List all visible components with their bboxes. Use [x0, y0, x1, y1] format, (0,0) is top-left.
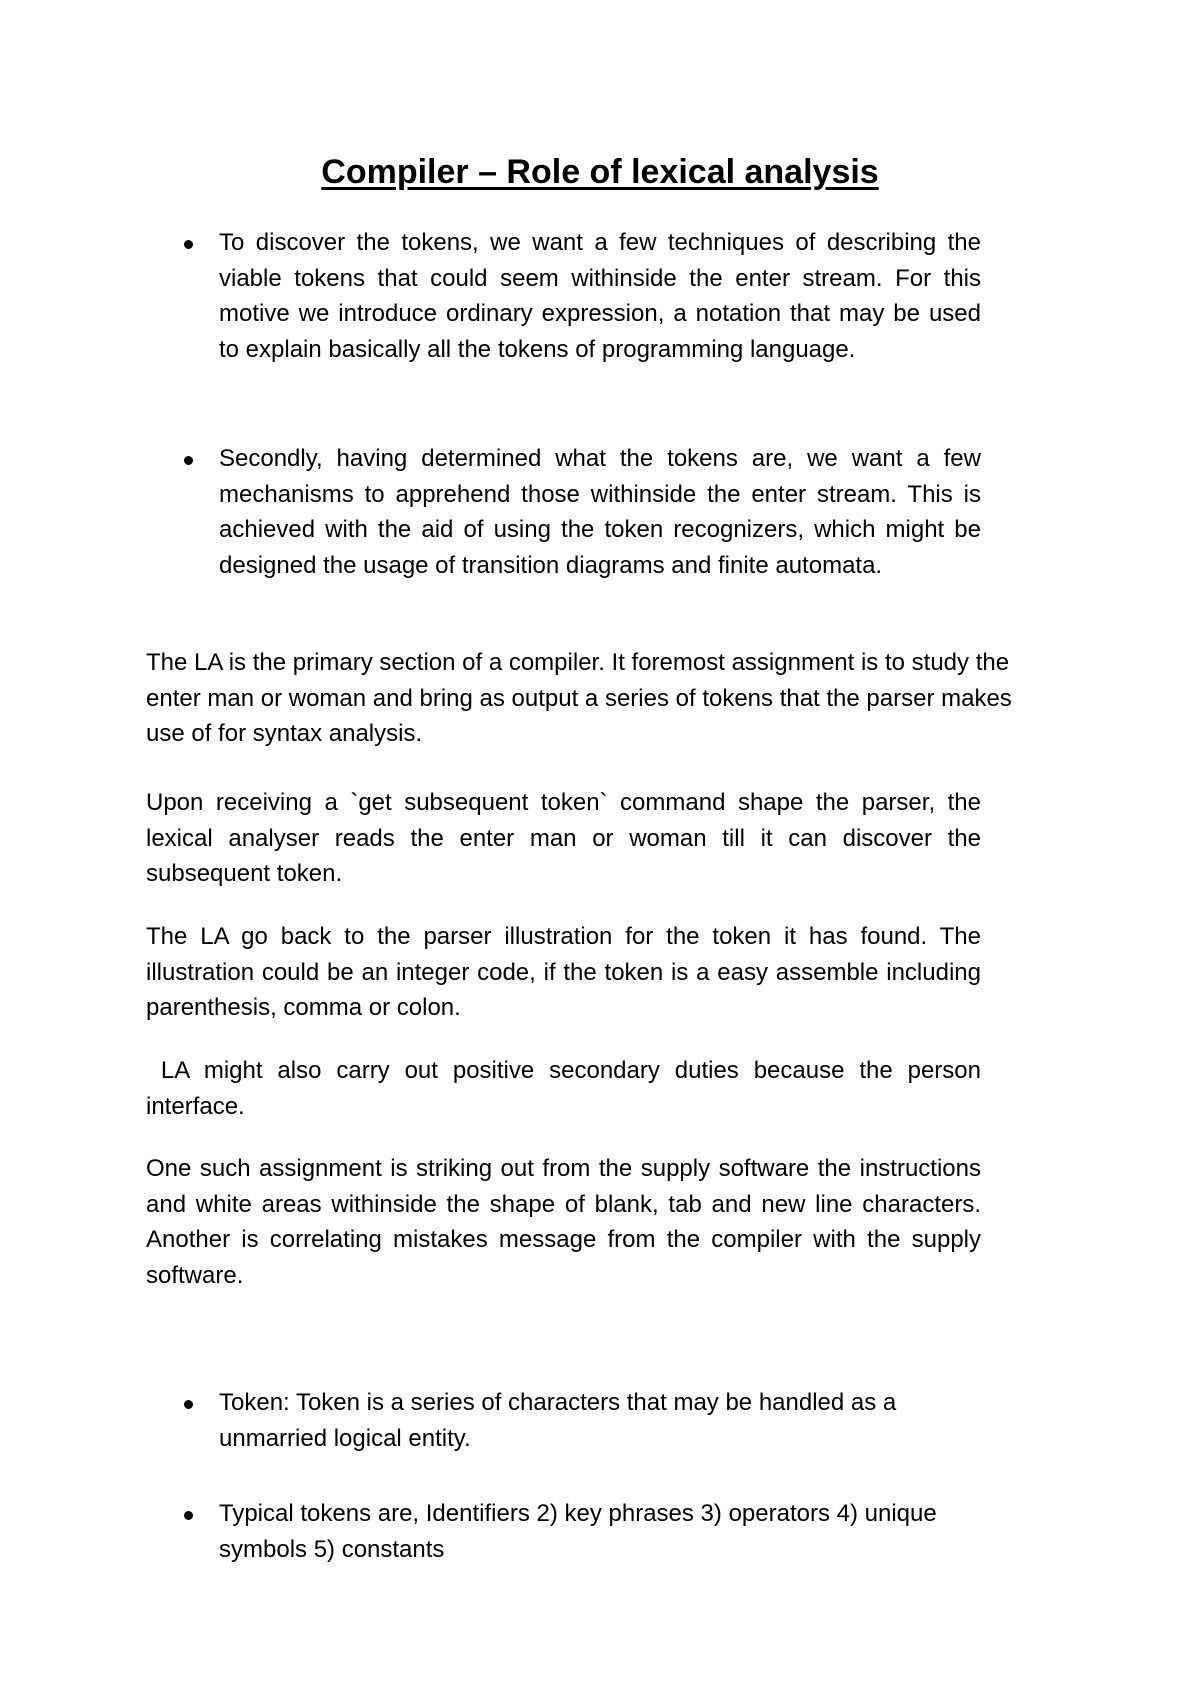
- paragraph-3: The LA go back to the parser illustration for the token it has found. The illustration could be an integer code, if the token is a easy assemble including parenthesis, comma or colon.: [146, 923, 981, 1021]
- bullet-text: To discover the tokens, we want a few techniques of describing the viable tokens that could seem withinside the enter stream. For this motive we introduce ordinary expression, a notation that may be used to explain basically all the tokens of programming language.: [219, 229, 981, 363]
- bullet-dot-icon: [184, 240, 193, 249]
- bullet-dot-icon: [184, 1400, 193, 1409]
- bullet-text: Typical tokens are, Identifiers 2) key phrases 3) operators 4) unique symbols 5) constants: [219, 1500, 937, 1563]
- paragraph-4: LA might also carry out positive secondary duties because the person interface.: [146, 1057, 988, 1120]
- paragraph-2: Upon receiving a `get subsequent token` command shape the parser, the lexical analyser reads the enter man or woman till it can discover the subsequent token.: [146, 789, 981, 887]
- paragraph-5: One such assignment is striking out from the supply software the instructions and white areas withinside the shape of blank, tab and new line characters. Another is correlating mistakes message from the compiler with the supply software.: [146, 1155, 981, 1289]
- bullet-dot-icon: [184, 1511, 193, 1520]
- page-title: Compiler – Role of lexical analysis: [321, 153, 879, 191]
- bullet-dot-icon: [184, 456, 193, 465]
- paragraph-1: The LA is the primary section of a compiler. It foremost assignment is to study the enter man or woman and bring as output a series of tokens that the parser makes use of for syntax analysis.: [146, 649, 1012, 747]
- bullet-text: Token: Token is a series of characters that may be handled as a unmarried logical entity.: [219, 1389, 897, 1452]
- bullet-text: Secondly, having determined what the tokens are, we want a few mechanisms to apprehend those withinside the enter stream. This is achieved with the aid of using the token recognizers, which might be designed the usage of transition diagrams and finite automata.: [219, 445, 981, 579]
